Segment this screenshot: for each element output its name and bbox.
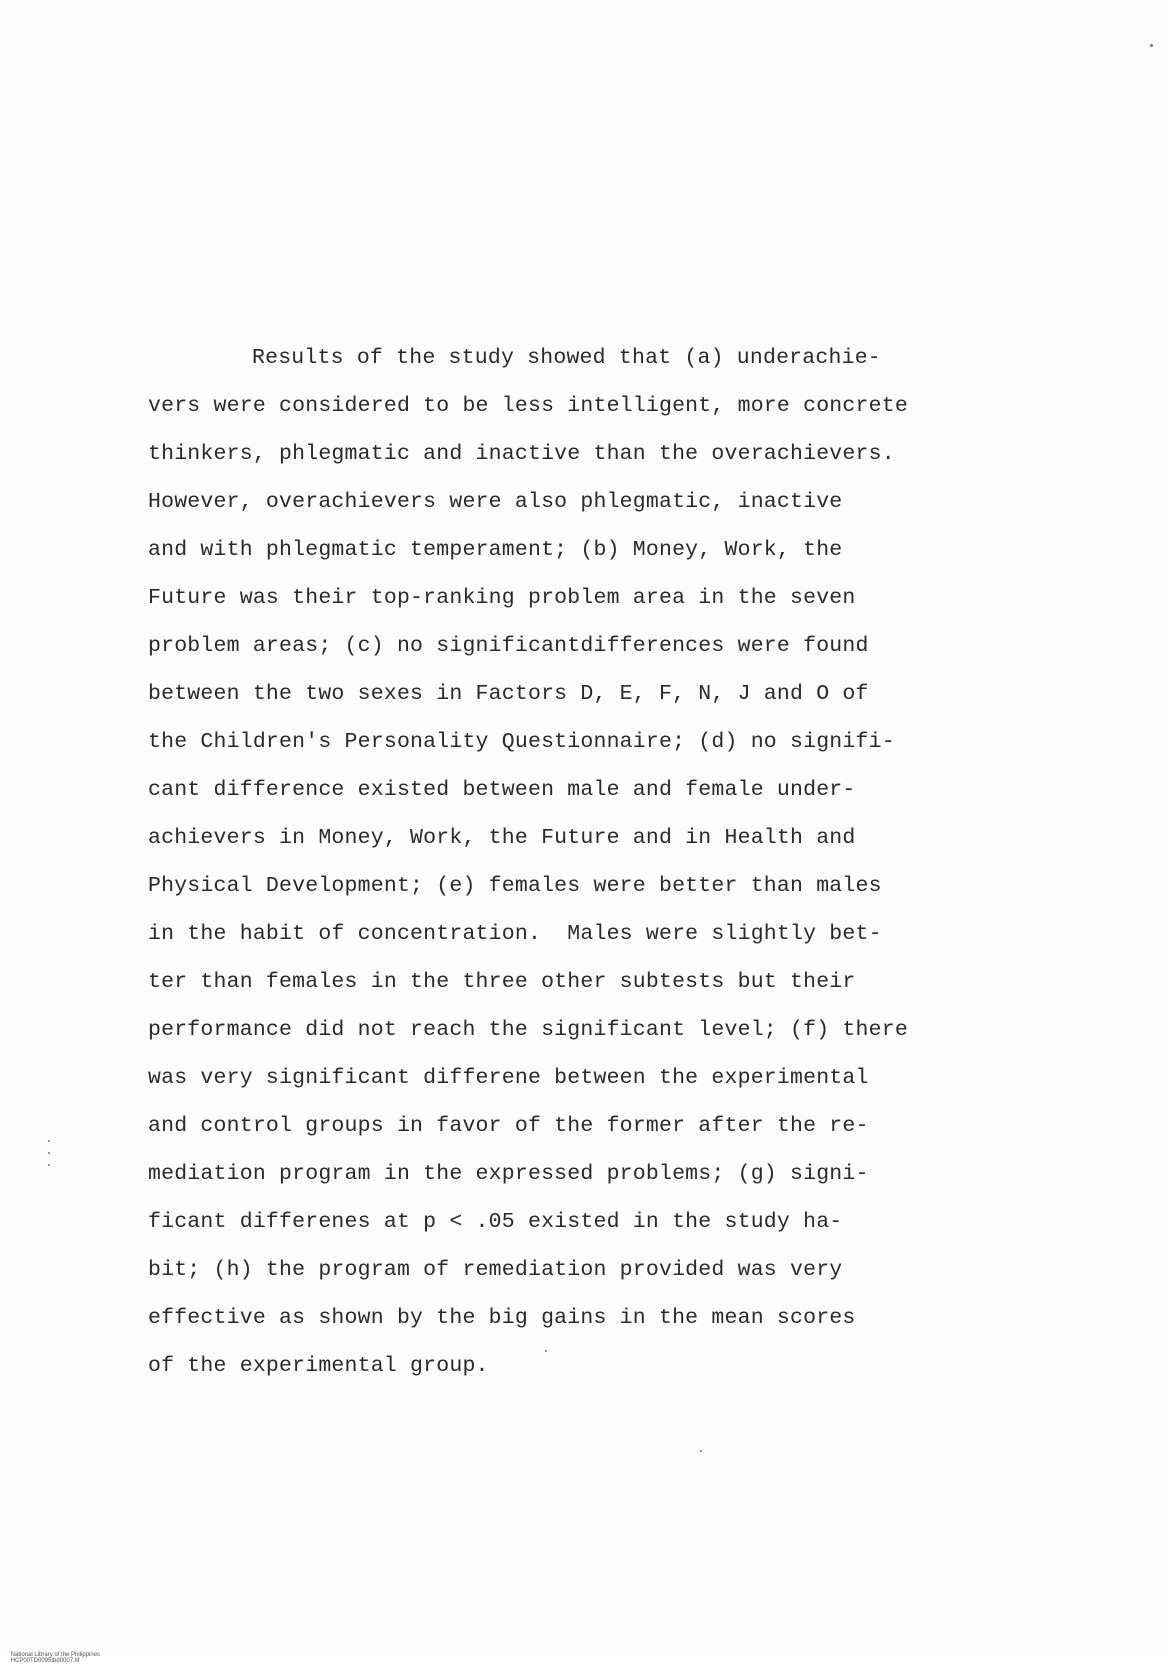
paragraph-line: in the habit of concentration. Males were slightly bet- [148, 922, 882, 946]
paragraph-line: Future was their top-ranking problem area in the seven [148, 586, 856, 610]
scan-speck [700, 1450, 702, 1452]
scan-speck [48, 1152, 50, 1154]
scan-speck [545, 1350, 547, 1352]
paragraph-line: vers were considered to be less intelligent, more concrete [148, 394, 908, 418]
paragraph-line: However, overachievers were also phlegmatic, inactive [148, 490, 843, 514]
paragraph-line: problem areas; (c) no significantdifferences were found [148, 634, 869, 658]
paragraph-line: thinkers, phlegmatic and inactive than the overachievers. [148, 442, 895, 466]
paragraph-line: between the two sexes in Factors D, E, F, N, J and O of [148, 682, 869, 706]
paragraph-line: Physical Development; (e) females were better than males [148, 874, 882, 898]
paragraph-line: effective as shown by the big gains in the mean scores [148, 1306, 856, 1330]
paragraph-line: achievers in Money, Work, the Future and in Health and [148, 826, 856, 850]
scan-speck [1150, 44, 1153, 47]
paragraph-line: ter than females in the three other subtests but their [148, 970, 856, 994]
footer-file-id: HCP00TD0095tbd0007.tif [10, 1658, 80, 1664]
paragraph-line: and control groups in favor of the former after the re- [148, 1114, 869, 1138]
scan-speck [48, 1140, 50, 1142]
paragraph-line: and with phlegmatic temperament; (b) Money, Work, the [148, 538, 843, 562]
paragraph-line: Results of the study showed that (a) underachie- [252, 346, 881, 370]
paragraph-line: the Children's Personality Questionnaire; (d) no signifi- [148, 730, 895, 754]
footer-library-label: National Library of the Philippines [10, 1652, 101, 1658]
scan-footer [4, 1646, 122, 1670]
paragraph-line: mediation program in the expressed problems; (g) signi- [148, 1162, 869, 1186]
paragraph-line: cant difference existed between male and female under- [148, 778, 856, 802]
paragraph-line: of the experimental group. [148, 1354, 489, 1378]
abstract-paragraph [148, 334, 988, 1390]
scan-speck [48, 1164, 50, 1166]
paragraph-line: performance did not reach the significant level; (f) there [148, 1018, 908, 1042]
paragraph-line: was very significant differene between the experimental [148, 1066, 869, 1090]
paragraph-line: ficant differenes at p < .05 existed in the study ha- [148, 1210, 843, 1234]
paragraph-line: bit; (h) the program of remediation provided was very [148, 1258, 843, 1282]
